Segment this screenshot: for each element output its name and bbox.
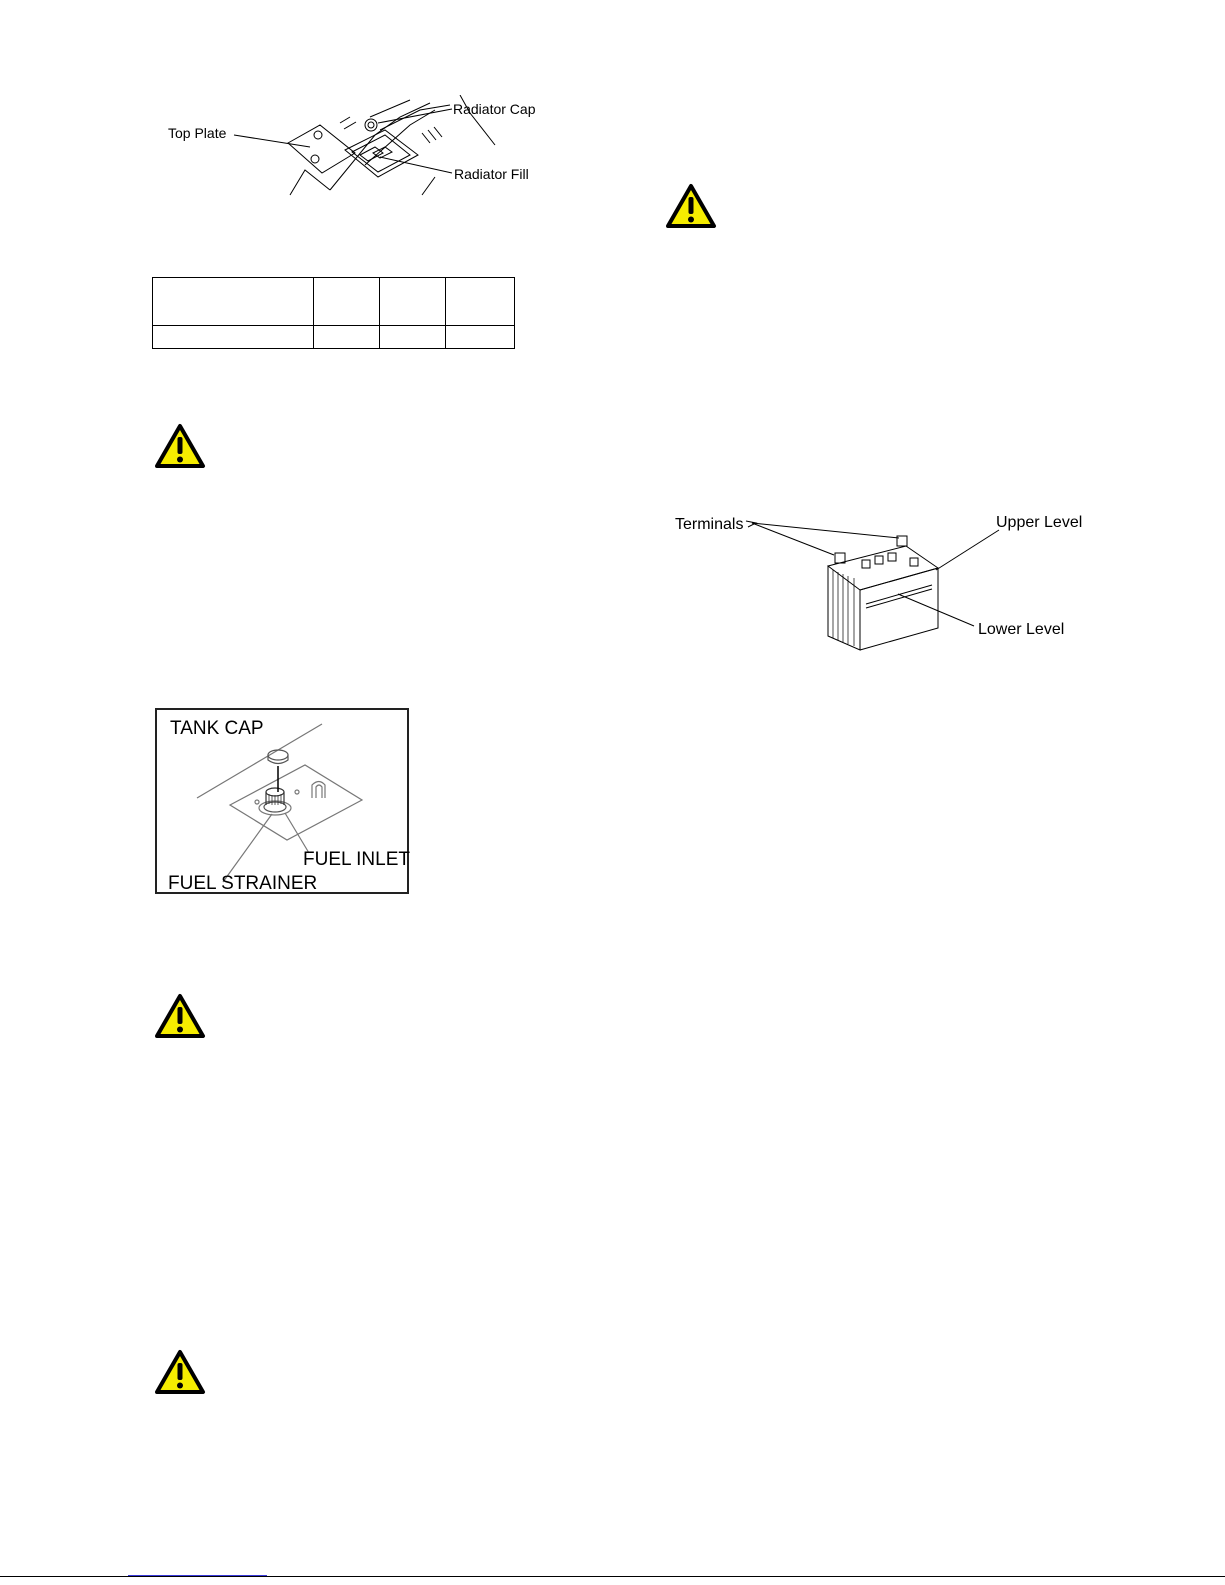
spec-table bbox=[152, 277, 515, 349]
fuel-figure bbox=[155, 708, 409, 894]
warning-triangle-icon bbox=[154, 423, 206, 469]
table-cell bbox=[380, 326, 446, 349]
footer-rule bbox=[0, 1576, 1225, 1577]
footer-link-underline[interactable] bbox=[128, 1575, 267, 1576]
table-cell bbox=[314, 326, 380, 349]
table-cell bbox=[314, 278, 380, 326]
table-cell bbox=[380, 278, 446, 326]
table-row bbox=[153, 326, 515, 349]
top-plate-label: Top Plate bbox=[168, 125, 227, 141]
fuel-inlet-label: FUEL INLET bbox=[303, 849, 410, 870]
lower-level-label: Lower Level bbox=[978, 621, 1065, 638]
table-cell bbox=[153, 326, 314, 349]
warning-triangle-icon bbox=[665, 183, 717, 229]
table-row bbox=[153, 278, 515, 326]
fuel-strainer-label: FUEL STRAINER bbox=[168, 873, 318, 894]
table-cell bbox=[153, 278, 314, 326]
table-cell bbox=[446, 326, 515, 349]
terminals-label: Terminals bbox=[675, 516, 744, 533]
radiator-figure bbox=[160, 95, 550, 200]
radiator-cap-label: Radiator Cap bbox=[453, 101, 536, 117]
battery-figure bbox=[670, 508, 1100, 658]
warning-triangle-icon bbox=[154, 1349, 206, 1395]
tank-cap-label: TANK CAP bbox=[170, 718, 264, 739]
warning-triangle-icon bbox=[154, 993, 206, 1039]
upper-level-label: Upper Level bbox=[996, 514, 1083, 531]
radiator-fill-label: Radiator Fill bbox=[454, 166, 529, 182]
table-cell bbox=[446, 278, 515, 326]
